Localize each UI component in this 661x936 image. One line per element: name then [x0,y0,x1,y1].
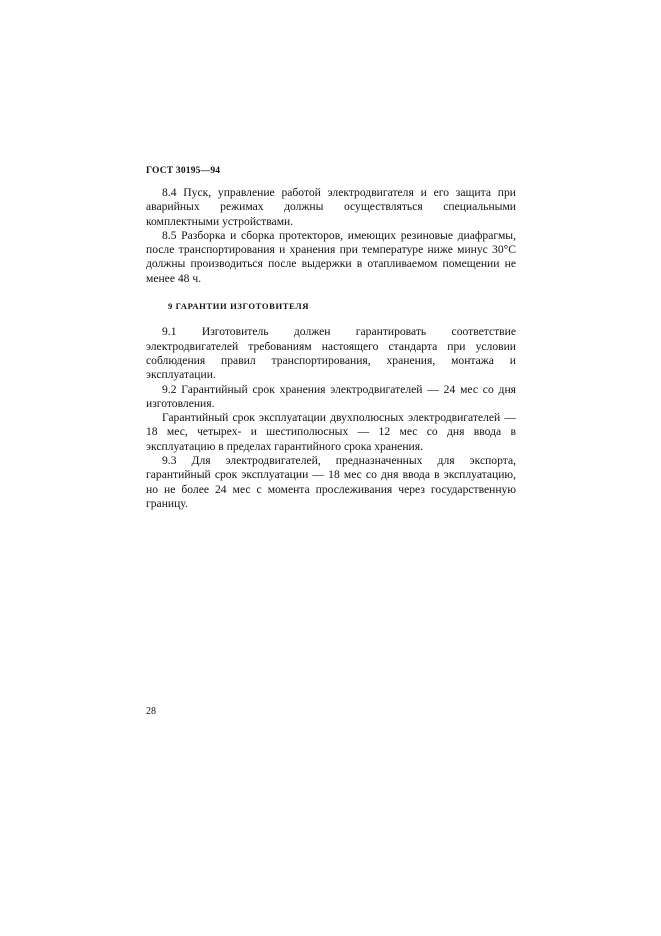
paragraph-8-4: 8.4 Пуск, управление работой электродвигателя и его защита при аварийных режимах должны осуществляться специальными комплектными устройствами. [146,186,516,228]
paragraph-9-2-continued: Гарантийный срок эксплуатации двухполюсных электродвигателей — 18 мес, четырех- и шестиполюсных — 12 мес со дня ввода в эксплуатацию в пределах гарантийного срока хранения. [146,411,516,453]
paragraph-8-5: 8.5 Разборка и сборка протекторов, имеющих резиновые диафрагмы, после транспортирования и хранения при температуре ниже минус 30°С должны производиться после выдержки в отапливаемом помещении не менее 48 ч. [146,228,516,285]
standard-header: ГОСТ 30195—94 [146,166,221,176]
document-body [146,186,516,511]
paragraph-9-1: 9.1 Изготовитель должен гарантировать соответствие электродвигателей требованиям настоящего стандарта при условии соблюдения правил транспортирования, хранения, монтажа и эксплуатации. [146,325,516,382]
paragraph-9-3: 9.3 Для электродвигателей, предназначенных для экспорта, гарантийный срок эксплуатации — 18 мес со дня ввода в эксплуатацию, но не более 24 мес с момента прослеживания через государственную границу. [146,454,516,510]
page-number: 28 [146,706,156,717]
paragraph-9-2: 9.2 Гарантийный срок хранения электродвигателей — 24 мес со дня изготовления. [146,382,516,410]
section-9-heading: 9 ГАРАНТИИ ИЗГОТОВИТЕЛЯ [168,301,310,312]
